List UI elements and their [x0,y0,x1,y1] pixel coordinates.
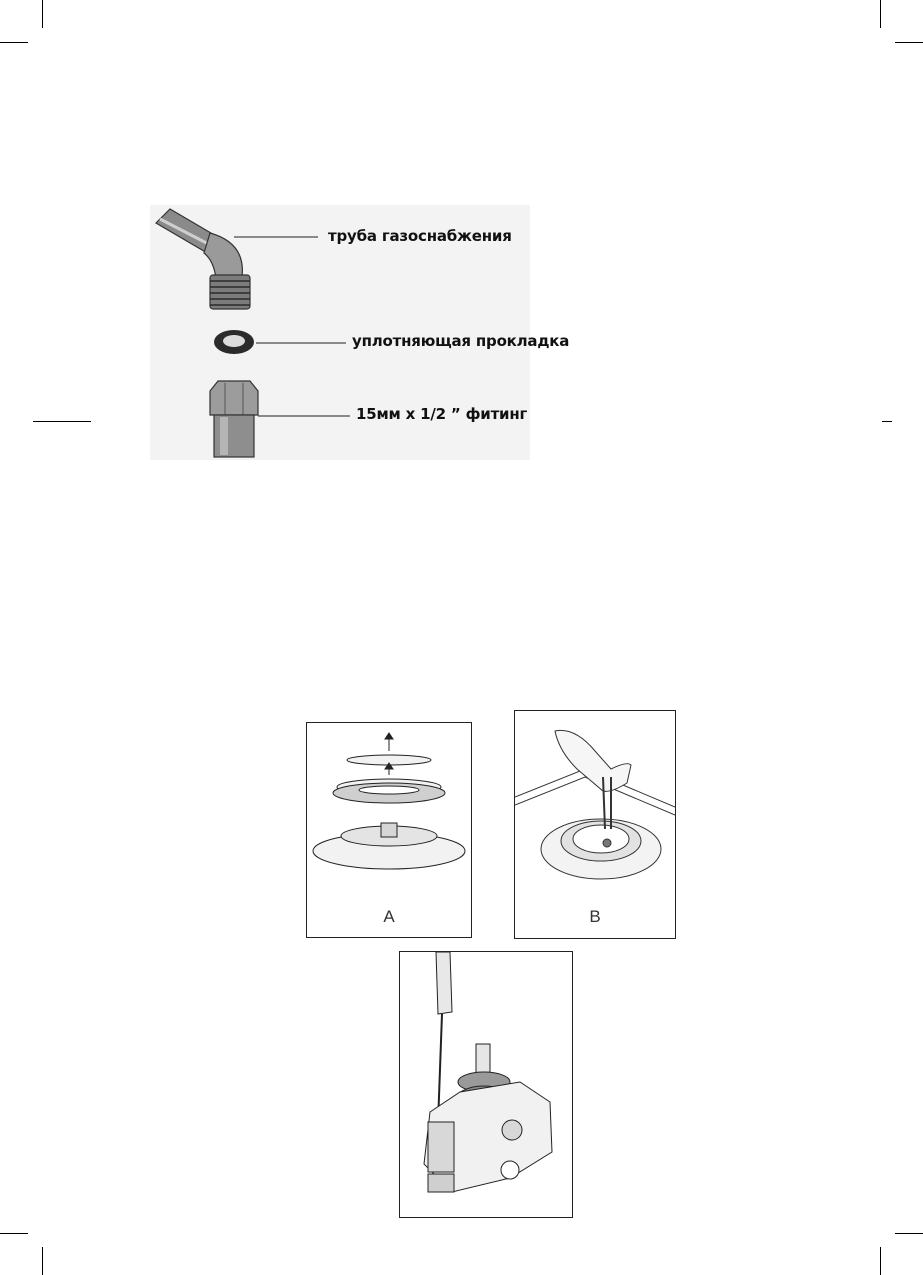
panel-b [514,710,676,939]
gasket-label: уплотняющая прокладка [352,332,570,350]
crop-mark-bottom-left-v [42,1247,43,1275]
crop-mark-mid-left [33,421,91,422]
crop-mark-bottom-right-v [880,1247,881,1275]
supply-pipe-drawing [156,209,250,309]
fitting-figure [150,205,570,460]
crop-mark-mid-right [882,421,892,422]
panel-a [306,722,472,938]
panel-b-caption: B [589,907,601,926]
crop-mark-top-right-h [895,42,923,43]
crop-mark-top-right-v [880,0,881,28]
panel-a-caption: A [383,907,395,926]
burner-disassembly-illustration [307,723,471,937]
burner-removal-illustration [515,711,675,938]
crop-mark-top-left-h [0,42,28,43]
crop-mark-bottom-left-h [0,1233,28,1234]
crop-mark-bottom-right-h [895,1233,923,1234]
pipe-label: труба газоснабжения [328,227,512,245]
gas-valve-adjustment-illustration [400,952,572,1217]
gasket-drawing [214,330,254,354]
fitting-drawing [210,381,258,457]
panel-c [399,951,573,1218]
fitting-label: 15мм х 1/2 ” фитинг [356,405,528,423]
crop-mark-top-left-v [42,0,43,28]
